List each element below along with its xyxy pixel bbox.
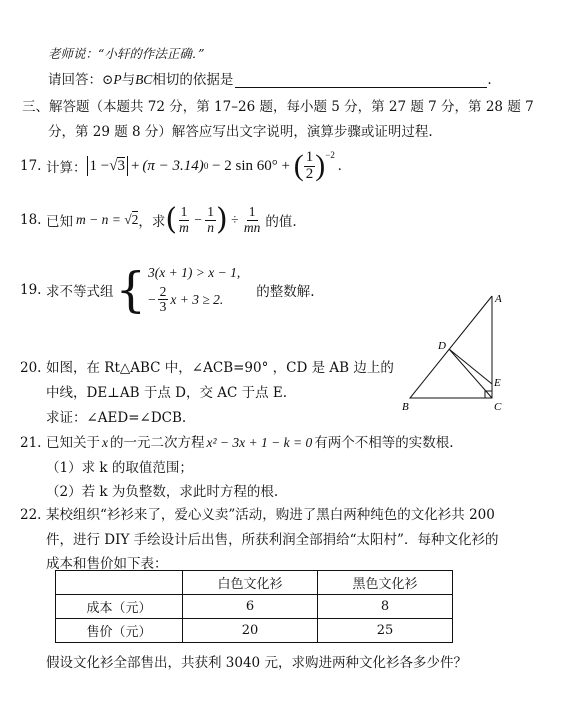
q17-expression: 1 − √3 + (π − 3.14) 0 − 2 sin 60° + ( $\frac{1}{2}$ ) $^{-2}$ . <box>87 150 342 183</box>
table-header-cell: 白色文化衫 <box>183 571 318 595</box>
q18-minus: − <box>190 212 206 227</box>
label-c: C <box>494 401 502 413</box>
prompt-prefix: 请回答：⊙ <box>48 72 114 88</box>
q22-after-table: 假设文化衫全部售出，共获利 3040 元，求购进两种文化衫各多少件？ <box>46 655 467 671</box>
q17-exp0: 0 <box>203 161 209 172</box>
label-e: E <box>494 377 501 389</box>
q19-text1: 求不等式组 <box>46 283 114 300</box>
q18-frac2: $\frac{1}{n}$ <box>207 204 214 235</box>
question-18: 18. 已知 m − n = √2 ，求 ( $\frac{1}{m}$ − $\frac{1}{n}$ ) ÷ $\frac{1}{mn}$ 的值. <box>20 202 297 237</box>
q21-text-a: 已知关于 <box>46 435 100 451</box>
prompt-mid: 与 <box>121 72 136 88</box>
question-19: 19. 求不等式组 { 3(x + 1) > x − 1, − $\frac{2}{3}$ x + 3 ≥ 2. 的整数解. <box>20 261 315 318</box>
q17-exp2: −2 <box>325 150 335 160</box>
table-header-cell <box>56 571 183 595</box>
table-cell: 8 <box>318 595 453 619</box>
triangle-figure <box>398 288 508 414</box>
q18-text3: 的值. <box>265 214 297 230</box>
table-cell: 售价（元） <box>56 619 183 643</box>
q20-line3: 求证：∠AED=∠DCB. <box>46 410 187 426</box>
answer-prompt <box>48 68 492 88</box>
teacher-remark: 老师说：“小轩的作法正确．” <box>48 46 205 61</box>
cost-price-table <box>55 570 453 643</box>
label-d: D <box>438 340 446 352</box>
q17-pi-term: (π − 3.14) <box>142 157 204 174</box>
q19-text2: 的整数解. <box>256 283 315 300</box>
triangle-abc <box>410 296 492 398</box>
q18-number: 18. <box>20 212 42 228</box>
q18-text1: 已知 <box>46 214 73 230</box>
q18-frac3: $\frac{1}{mn}$ <box>243 204 261 235</box>
q21-part2: （2）若 k 为负整数，求此时方程的根. <box>46 484 279 500</box>
q19-ineq2: − $\frac{2}{3}$ x + 3 ≥ 2. <box>148 284 224 315</box>
q18-div: ÷ <box>227 212 242 227</box>
q17-sqrt: √3 <box>109 157 125 174</box>
q19-number: 19. <box>20 281 42 298</box>
q18-sqrt: √2 <box>124 212 139 227</box>
q17-end: . <box>337 157 342 174</box>
answer-blank[interactable] <box>235 73 487 88</box>
table-cell: 20 <box>183 619 318 643</box>
section-header-line1: 三、解答题（本题共 72 分，第 17–26 题，每小题 5 分，第 27 题 7 分，第 28 题 7 <box>22 99 534 115</box>
section-header-line2: 分，第 29 题 8 分）解答应写出文字说明，演算步骤或证明过程. <box>48 124 433 140</box>
q18-condition: m − n = <box>76 212 125 227</box>
question-20 <box>20 356 394 376</box>
q19-ineq1: 3(x + 1) > x − 1, <box>148 265 241 280</box>
q18-frac1: $\frac{1}{m}$ <box>179 204 189 235</box>
q21-equation: x² − 3x + 1 − k = 0 <box>206 435 313 450</box>
q21-number: 21. <box>20 435 42 451</box>
table-header-cell: 黑色文化衫 <box>318 571 453 595</box>
table-cell: 25 <box>318 619 453 643</box>
line-bc: BC <box>135 72 153 87</box>
label-a: A <box>495 293 502 305</box>
prompt-suffix: 相切的依据是 <box>152 72 234 88</box>
q17-fraction: $\frac{1}{2}$ <box>305 149 314 182</box>
q21-text-b: 的一元二次方程 <box>110 435 205 451</box>
q17-number: 17. <box>20 158 42 175</box>
q17-label: 计算： <box>46 160 87 177</box>
perpendicular-de <box>449 349 492 384</box>
q19-system <box>148 265 240 314</box>
table-cell: 6 <box>183 595 318 619</box>
q17-middle: − 2 sin 60° + <box>208 157 294 174</box>
q22-line3: 成本和售价如下表： <box>46 556 168 572</box>
q21-text-c: 有两个不相等的实数根. <box>314 435 454 451</box>
table-cell: 成本（元） <box>56 595 183 619</box>
q18-text2: ，求 <box>138 214 166 230</box>
label-b: B <box>402 401 409 413</box>
q20-line2: 中线，DE⊥AB 于点 D，交 AC 于点 E. <box>46 385 288 401</box>
table-header-row <box>56 571 453 595</box>
question-21 <box>20 431 454 451</box>
q22-number: 22. <box>20 507 42 523</box>
question-22 <box>20 503 495 523</box>
q17-abs-a: 1 − <box>89 157 110 174</box>
q20-number: 20. <box>20 360 42 376</box>
q22-line2: 件，进行 DIY 手绘设计后出售，所获利润全部捐给“太阳村”．每种文化衫的 <box>46 532 499 548</box>
q22-line1: 某校组织“衫衫来了，爱心义卖”活动，购进了黑白两种纯色的文化衫共 200 <box>46 507 495 523</box>
question-17 <box>20 150 342 183</box>
point-p: P <box>113 72 122 87</box>
q21-part1: （1）求 k 的取值范围； <box>46 460 193 476</box>
table-row <box>56 595 453 619</box>
table-row <box>56 619 453 643</box>
q20-line1: 如图，在 Rt△ABC 中，∠ACB=90° ，CD 是 AB 边上的 <box>46 360 394 376</box>
q21-var-x: x <box>102 435 108 450</box>
prompt-end: . <box>487 72 492 88</box>
